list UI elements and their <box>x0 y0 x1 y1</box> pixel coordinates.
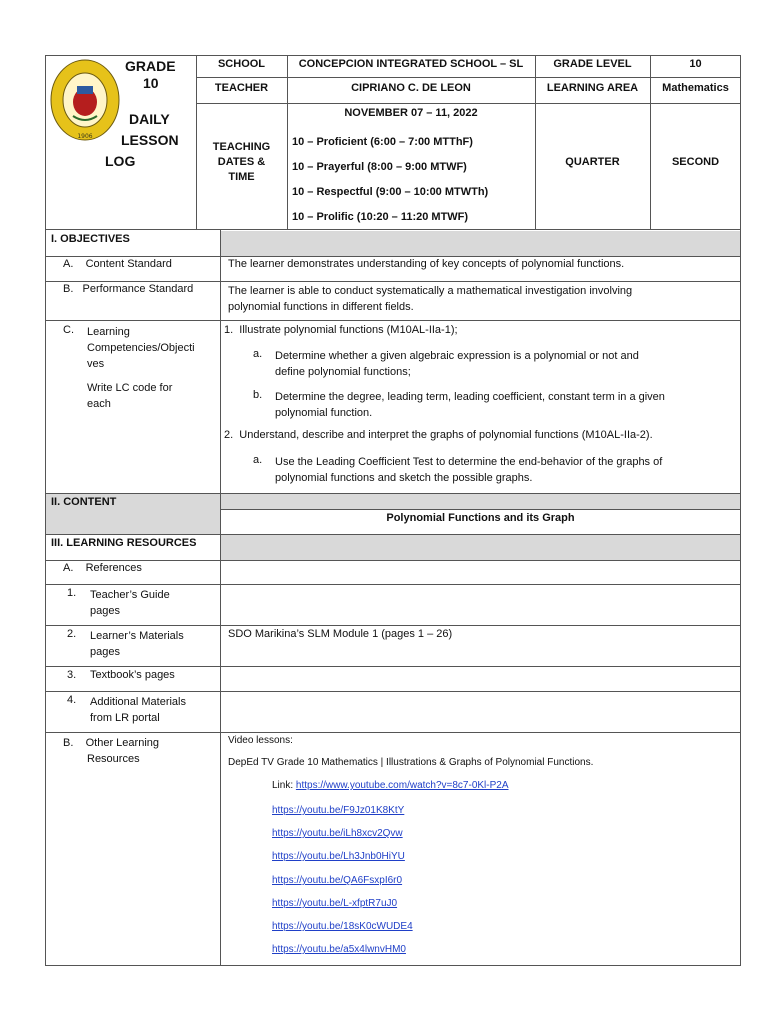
link-row <box>272 850 405 862</box>
link-row <box>272 874 402 886</box>
performance-standard-label: B. Performance Standard <box>63 283 194 295</box>
content-standard-label: A. Content Standard <box>63 258 172 270</box>
row-line <box>45 281 741 282</box>
sub-letter: b. <box>253 389 263 401</box>
row-line <box>45 666 741 667</box>
schedule-line: 10 – Prolific (10:20 – 11:20 MTWF) <box>292 211 469 223</box>
text-line: ves <box>87 358 105 370</box>
text-line: Write LC code for <box>87 382 173 394</box>
textbook-label: Textbook’s pages <box>90 669 175 681</box>
text-line: Determine whether a given algebraic expression is a polynomial or not and <box>275 350 639 362</box>
lc-code-note <box>87 380 172 412</box>
text-line: Use the Leading Coefficient Test to determine the end-behavior of the graphs of <box>275 456 663 468</box>
text-line: each <box>87 398 111 410</box>
item-num: 1. <box>67 587 77 599</box>
lc-sub-b1 <box>275 389 665 421</box>
page-title-2 <box>105 109 185 172</box>
video-link[interactable]: https://youtu.be/QA6FsxpI6r0 <box>272 875 403 886</box>
video-link[interactable]: https://youtu.be/a5x4lwnvHM0 <box>272 944 406 955</box>
additional-materials-label <box>90 694 186 726</box>
learning-area-label: LEARNING AREA <box>546 82 639 94</box>
text-line: Determine the degree, leading term, leading coefficient, constant term in a given <box>275 391 665 403</box>
resources-heading: III. LEARNING RESOURCES <box>51 537 197 549</box>
text-line: polynomial functions in different fields. <box>228 301 414 313</box>
teaching-dates-label <box>196 140 287 185</box>
section-band <box>221 494 740 509</box>
text-line: B. Other Learning <box>63 737 159 749</box>
grade-level-value: 10 <box>689 58 702 70</box>
schedule-line: 10 – Prayerful (8:00 – 9:00 MTWF) <box>292 161 467 173</box>
content-heading: II. CONTENT <box>51 496 117 508</box>
label-line: TEACHING <box>212 141 271 153</box>
quarter-label: QUARTER <box>565 156 620 168</box>
text-line: polynomial function. <box>275 407 373 419</box>
grade-level-label: GRADE LEVEL <box>553 58 632 70</box>
row-line <box>45 256 741 257</box>
link-row <box>272 780 509 791</box>
video-link[interactable]: https://youtu.be/Lh3Jnb0HiYU <box>272 851 405 862</box>
video-link[interactable]: https://www.youtube.com/watch?v=8c7-0Kl-P2A <box>295 780 509 791</box>
text-line: define polynomial functions; <box>275 366 411 378</box>
page-title <box>125 58 185 92</box>
text-line: pages <box>90 605 120 617</box>
title-line: LOG <box>105 153 136 169</box>
learners-materials-label <box>90 628 184 660</box>
video-link[interactable]: https://youtu.be/F9Jz01K8KtY <box>272 805 405 816</box>
video-link[interactable]: https://youtu.be/iLh8xcv2Qvw <box>272 828 403 839</box>
link-row <box>272 943 406 955</box>
row-line <box>45 560 741 561</box>
item-num: 4. <box>67 694 77 706</box>
link-row <box>272 804 404 816</box>
objectives-heading: I. OBJECTIVES <box>51 233 130 245</box>
other-resources-label <box>63 735 159 767</box>
teachers-guide-label <box>90 587 170 619</box>
text-line: Additional Materials <box>90 696 186 708</box>
schedule-line: 10 – Respectful (9:00 – 10:00 MTWTh) <box>292 186 489 198</box>
text-line: pages <box>90 646 120 658</box>
title-line: GRADE <box>125 58 176 74</box>
section-band <box>221 231 740 256</box>
section-band <box>221 535 740 560</box>
text-line: Learning <box>87 326 130 338</box>
schedule-line: 10 – Proficient (6:00 – 7:00 MTThF) <box>292 136 473 148</box>
school-label: SCHOOL <box>217 58 266 70</box>
lc-item-1: 1. Illustrate polynomial functions (M10AL-IIa-1); <box>224 324 458 336</box>
text-line: Resources <box>87 753 140 765</box>
link-prefix: Link: <box>272 780 296 791</box>
sub-letter: a. <box>253 348 263 360</box>
dates-title: NOVEMBER 07 – 11, 2022 <box>344 107 478 119</box>
row-line <box>45 534 741 535</box>
header-divider <box>196 103 741 104</box>
row-line <box>45 691 741 692</box>
teacher-label: TEACHER <box>214 82 269 94</box>
link-row <box>272 827 403 839</box>
video-label: Video lessons: <box>228 735 293 746</box>
row-line <box>45 584 741 585</box>
column-divider <box>220 230 221 966</box>
title-line: 10 <box>143 75 159 91</box>
link-row <box>272 920 413 932</box>
performance-standard-text <box>228 283 632 315</box>
row-line <box>45 493 741 494</box>
text-line: The learner is able to conduct systematically a mathematical investigation involving <box>228 285 633 297</box>
teacher-value: CIPRIANO C. DE LEON <box>351 82 471 94</box>
text-line: polynomial functions and sketch the possible graphs. <box>275 472 533 484</box>
title-line: DAILY <box>129 111 170 127</box>
lc-label <box>87 324 195 372</box>
references-label: A. References <box>63 562 142 574</box>
row-line <box>45 320 741 321</box>
link-row <box>272 897 397 909</box>
school-value: CONCEPCION INTEGRATED SCHOOL – SL <box>298 58 524 70</box>
content-standard-text: The learner demonstrates understanding of key concepts of polynomial functions. <box>228 258 625 270</box>
logo-year: 1906 <box>77 133 93 140</box>
learners-materials-value: SDO Marikina’s SLM Module 1 (pages 1 – 26) <box>228 628 453 640</box>
sub-letter: a. <box>253 454 263 466</box>
label-line: TIME <box>228 171 255 183</box>
header-divider <box>196 77 741 78</box>
item-num: 2. <box>67 628 77 640</box>
lc-letter: C. <box>63 324 74 336</box>
text-line: Teacher’s Guide <box>90 589 170 601</box>
learning-area-value: Mathematics <box>662 82 729 94</box>
section-schedule <box>292 130 535 230</box>
row-line <box>220 509 741 510</box>
video-link[interactable]: https://youtu.be/18sK0cWUDE4 <box>272 921 413 932</box>
video-link[interactable]: https://youtu.be/L-xfptR7uJ0 <box>272 898 398 909</box>
content-title: Polynomial Functions and its Graph <box>386 512 575 524</box>
text-line: from LR portal <box>90 712 160 724</box>
title-line: LESSON <box>121 132 179 148</box>
row-line <box>45 732 741 733</box>
label-line: DATES & <box>217 156 266 168</box>
lc-sub-a2 <box>275 454 662 486</box>
text-line: Learner’s Materials <box>90 630 184 642</box>
row-line <box>45 625 741 626</box>
item-num: 3. <box>67 669 77 681</box>
video-title: DepEd TV Grade 10 Mathematics | Illustrations & Graphs of Polynomial Functions. <box>228 757 594 768</box>
quarter-value: SECOND <box>671 156 720 168</box>
text-line: Competencies/Objecti <box>87 342 195 354</box>
lc-item-2: 2. Understand, describe and interpret the graphs of polynomial functions (M10AL-IIa-2). <box>224 429 653 441</box>
lc-sub-a1 <box>275 348 639 380</box>
